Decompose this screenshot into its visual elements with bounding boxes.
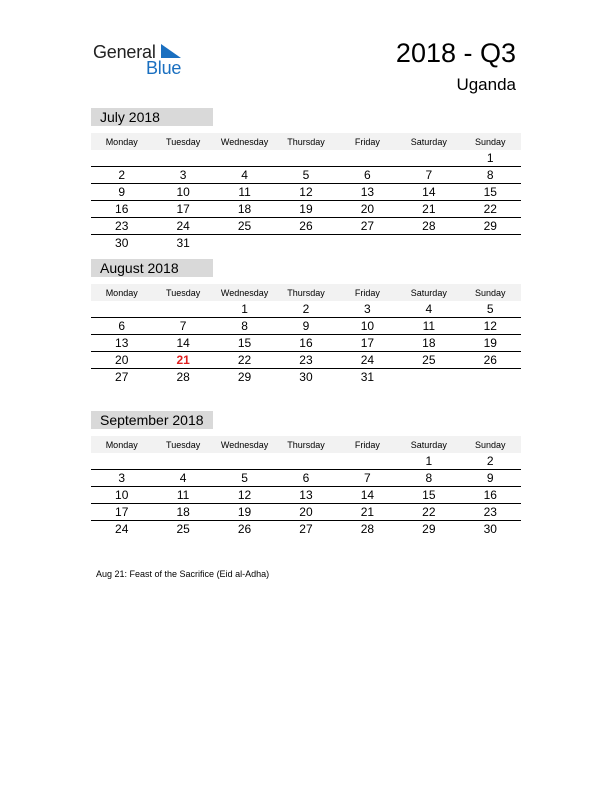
week-row [91,504,521,521]
day-cell: 27 [337,218,398,235]
day-cell: 6 [91,318,152,335]
week-row [91,318,521,335]
logo-triangle-icon [161,44,183,60]
day-cell: 25 [176,521,190,536]
holiday-note: Aug 21: Feast of the Sacrifice (Eid al-Adha) [96,569,270,579]
month-calendar [91,284,521,385]
day-cell: 25 [214,218,275,235]
empty-day-cell [91,453,152,470]
weekday-header: Wednesday [214,133,275,150]
weekday-header: Monday [91,284,152,301]
day-cell: 6 [337,167,398,184]
week-row [91,453,521,470]
day-cell: 28 [398,218,459,235]
day-cell: 26 [237,521,252,536]
weekday-header: Monday [91,133,152,150]
empty-day-cell [460,235,521,252]
week-row [91,167,521,184]
page-title: 2018 - Q3 [395,38,516,68]
day-cell: 25 [398,352,459,369]
week-row [91,521,521,538]
day-cell: 19 [214,504,275,521]
empty-day-cell [91,150,152,167]
day-cell: 16 [91,201,152,218]
weekday-header: Thursday [275,284,336,301]
empty-day-cell [337,150,398,167]
day-cell: 13 [337,184,398,201]
weekday-header: Saturday [398,436,459,453]
weekday-header: Tuesday [152,436,213,453]
week-row [91,470,521,487]
day-cell: 23 [275,352,336,369]
empty-day-cell [91,301,152,318]
weekday-header: Thursday [275,133,336,150]
month-label: September 2018 [91,411,213,429]
day-cell: 22 [398,504,459,521]
empty-day-cell [275,150,336,167]
day-cell: 7 [398,167,459,184]
week-row [91,352,521,369]
day-cell: 7 [337,470,398,487]
day-cell: 3 [152,167,213,184]
day-cell: 17 [152,201,213,218]
day-cell: 10 [91,487,152,504]
day-cell: 20 [275,504,336,521]
weekday-header: Monday [91,436,152,453]
day-cell: 19 [275,201,336,218]
day-cell: 18 [152,504,213,521]
month-august [91,259,521,385]
day-cell: 1 [460,150,521,167]
day-cell: 5 [214,470,275,487]
day-cell: 2 [275,301,336,318]
day-cell: 24 [115,521,129,536]
weekday-header: Wednesday [214,284,275,301]
day-cell: 23 [91,218,152,235]
day-cell: 9 [460,470,521,487]
month-calendar [91,436,521,537]
empty-day-cell [214,453,275,470]
day-cell: 12 [214,487,275,504]
week-row [91,201,521,218]
day-cell: 12 [460,318,521,335]
week-row [91,184,521,201]
day-cell: 28 [176,369,190,384]
day-cell: 29 [422,521,436,536]
logo-word-general: General [93,42,156,62]
day-cell: 3 [337,301,398,318]
day-cell: 15 [214,335,275,352]
empty-day-cell [214,150,275,167]
generalblue-logo [93,40,203,80]
day-cell: 5 [460,301,521,318]
weekday-header: Saturday [398,284,459,301]
weekday-header: Friday [337,133,398,150]
month-label: August 2018 [91,259,213,277]
empty-day-cell [275,453,336,470]
day-cell: 22 [460,201,521,218]
week-row [91,218,521,235]
empty-day-cell [152,453,213,470]
weekday-header: Tuesday [152,284,213,301]
day-cell: 21 [398,201,459,218]
month-july [91,108,521,251]
day-cell: 17 [91,504,152,521]
empty-day-cell [398,369,459,386]
month-label: July 2018 [91,108,213,126]
day-cell: 20 [337,201,398,218]
week-row [91,301,521,318]
weekday-header: Thursday [275,436,336,453]
day-cell: 27 [115,369,129,384]
day-cell: 29 [460,218,521,235]
day-cell: 9 [91,184,152,201]
day-cell: 24 [337,352,398,369]
weekday-header: Tuesday [152,133,213,150]
day-cell: 15 [398,487,459,504]
logo-word-blue: Blue [146,58,182,78]
day-cell: 31 [360,369,375,384]
day-cell: 30 [115,235,129,250]
day-cell: 20 [91,352,152,369]
day-cell: 11 [214,184,275,201]
day-cell: 21 [337,504,398,521]
day-cell: 16 [275,335,336,352]
day-cell: 5 [275,167,336,184]
day-cell: 14 [337,487,398,504]
empty-day-cell [398,150,459,167]
day-cell: 15 [460,184,521,201]
day-cell: 23 [460,504,521,521]
weekday-header: Sunday [460,436,521,453]
day-cell: 17 [337,335,398,352]
day-cell: 1 [214,301,275,318]
empty-day-cell [152,150,213,167]
day-cell: 4 [398,301,459,318]
holiday-day-cell: 21 [152,352,213,369]
day-cell: 8 [460,167,521,184]
weekday-header: Saturday [398,133,459,150]
month-september [91,411,521,537]
day-cell: 12 [275,184,336,201]
day-cell: 19 [460,335,521,352]
week-row [91,487,521,504]
weekday-header: Friday [337,284,398,301]
day-cell: 14 [398,184,459,201]
day-cell: 8 [398,470,459,487]
month-calendar [91,133,521,251]
empty-day-cell [275,235,336,252]
day-cell: 24 [152,218,213,235]
day-cell: 18 [214,201,275,218]
country-name: Uganda [456,75,516,94]
empty-day-cell [337,453,398,470]
day-cell: 1 [398,453,459,470]
day-cell: 6 [275,470,336,487]
empty-day-cell [337,235,398,252]
empty-day-cell [460,369,521,386]
day-cell: 26 [460,352,521,369]
day-cell: 11 [152,487,213,504]
day-cell: 18 [398,335,459,352]
day-cell: 10 [337,318,398,335]
empty-day-cell [152,301,213,318]
day-cell: 11 [398,318,459,335]
day-cell: 8 [214,318,275,335]
day-cell: 22 [214,352,275,369]
day-cell: 30 [299,369,313,384]
day-cell: 26 [275,218,336,235]
day-cell: 27 [299,521,313,536]
day-cell: 29 [237,369,252,384]
day-cell: 2 [91,167,152,184]
day-cell: 4 [152,470,213,487]
day-cell: 28 [360,521,375,536]
weekday-header: Wednesday [214,436,275,453]
week-row [91,335,521,352]
day-cell: 30 [483,521,497,536]
day-cell: 3 [91,470,152,487]
week-row [91,369,521,386]
empty-day-cell [214,235,275,252]
day-cell: 16 [460,487,521,504]
day-cell: 4 [214,167,275,184]
week-row [91,150,521,167]
holiday-notes [96,569,269,579]
day-cell: 10 [152,184,213,201]
day-cell: 14 [152,335,213,352]
day-cell: 31 [176,235,190,250]
day-cell: 13 [275,487,336,504]
weekday-header: Sunday [460,284,521,301]
day-cell: 2 [460,453,521,470]
day-cell: 9 [275,318,336,335]
weekday-header: Sunday [460,133,521,150]
day-cell: 7 [152,318,213,335]
empty-day-cell [398,235,459,252]
day-cell: 13 [91,335,152,352]
week-row [91,235,521,252]
weekday-header: Friday [337,436,398,453]
